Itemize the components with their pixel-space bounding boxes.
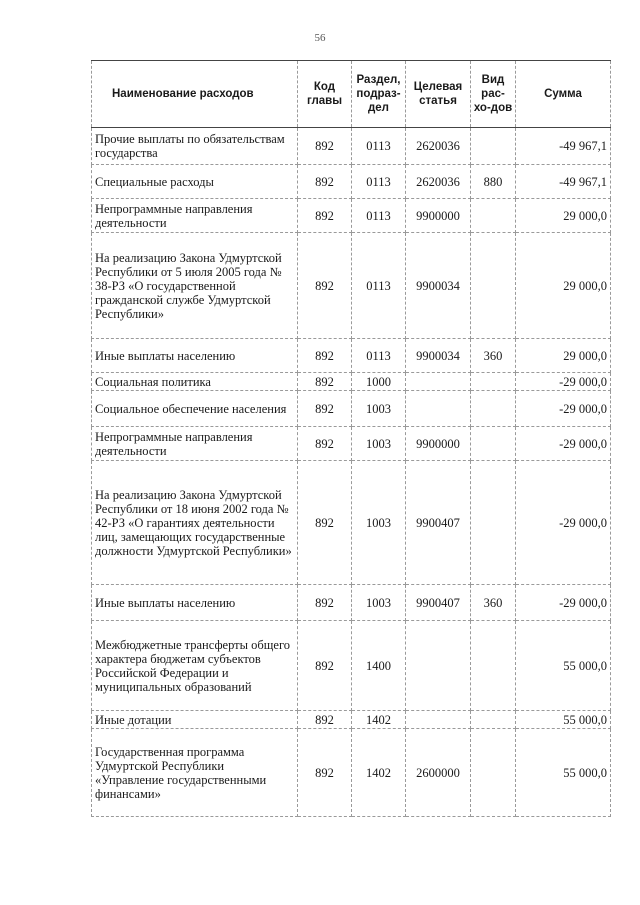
- cell-kind: 360: [471, 339, 516, 373]
- cell-section: 1003: [352, 585, 406, 621]
- cell-sum: 55 000,0: [516, 729, 611, 817]
- cell-code: 892: [298, 729, 352, 817]
- table-row: [92, 391, 611, 427]
- cell-section: 1003: [352, 391, 406, 427]
- table-row: [92, 729, 611, 817]
- cell-name: На реализацию Закона Удмуртской Республики от 18 июня 2002 года № 42-РЗ «О гарантиях деятельности лиц, замещающих государственные должности Удмуртской Республики»: [92, 461, 298, 585]
- cell-target: 9900034: [406, 233, 471, 339]
- cell-kind: [471, 461, 516, 585]
- table-row: [92, 233, 611, 339]
- cell-sum: 55 000,0: [516, 621, 611, 711]
- cell-code: 892: [298, 373, 352, 391]
- cell-code: 892: [298, 585, 352, 621]
- cell-kind: [471, 391, 516, 427]
- header-section: Раздел, подраз-дел: [352, 61, 406, 128]
- cell-target: 9900034: [406, 339, 471, 373]
- cell-kind: [471, 199, 516, 233]
- table-row: [92, 621, 611, 711]
- cell-name: Непрограммные направления деятельности: [92, 199, 298, 233]
- page-number: 56: [314, 32, 326, 44]
- header-amount: Сумма: [516, 61, 611, 128]
- cell-section: 0113: [352, 165, 406, 199]
- cell-target: 2600000: [406, 729, 471, 817]
- table-row: [92, 199, 611, 233]
- cell-sum: 29 000,0: [516, 233, 611, 339]
- cell-section: 0113: [352, 233, 406, 339]
- cell-sum: -49 967,1: [516, 165, 611, 199]
- cell-section: 1000: [352, 373, 406, 391]
- cell-section: 1402: [352, 711, 406, 729]
- cell-kind: [471, 373, 516, 391]
- cell-kind: [471, 427, 516, 461]
- cell-section: 1003: [352, 427, 406, 461]
- cell-kind: [471, 233, 516, 339]
- cell-name: Иные дотации: [92, 711, 298, 729]
- cell-target: 2620036: [406, 128, 471, 165]
- header-target: Целевая статья: [406, 61, 471, 128]
- cell-code: 892: [298, 461, 352, 585]
- cell-section: 1003: [352, 461, 406, 585]
- cell-target: 9900000: [406, 427, 471, 461]
- cell-name: Специальные расходы: [92, 165, 298, 199]
- cell-code: 892: [298, 621, 352, 711]
- cell-sum: 29 000,0: [516, 199, 611, 233]
- cell-code: 892: [298, 711, 352, 729]
- cell-code: 892: [298, 427, 352, 461]
- cell-name: Непрограммные направления деятельности: [92, 427, 298, 461]
- cell-sum: 55 000,0: [516, 711, 611, 729]
- cell-sum: -29 000,0: [516, 427, 611, 461]
- cell-kind: [471, 621, 516, 711]
- cell-name: Социальное обеспечение населения: [92, 391, 298, 427]
- header-expense-type: Вид рас-хо-дов: [471, 61, 516, 128]
- cell-target: 9900407: [406, 461, 471, 585]
- header-chapter-code: Код главы: [298, 61, 352, 128]
- cell-sum: -29 000,0: [516, 391, 611, 427]
- cell-code: 892: [298, 128, 352, 165]
- cell-target: [406, 391, 471, 427]
- cell-sum: 29 000,0: [516, 339, 611, 373]
- cell-sum: -29 000,0: [516, 373, 611, 391]
- cell-kind: [471, 711, 516, 729]
- table-row: [92, 711, 611, 729]
- cell-code: 892: [298, 199, 352, 233]
- header-name: Наименование расходов: [92, 61, 298, 128]
- cell-sum: -49 967,1: [516, 128, 611, 165]
- cell-target: 2620036: [406, 165, 471, 199]
- cell-code: 892: [298, 339, 352, 373]
- cell-sum: -29 000,0: [516, 585, 611, 621]
- cell-target: 9900000: [406, 199, 471, 233]
- cell-name: Прочие выплаты по обязательствам государства: [92, 128, 298, 165]
- cell-kind: [471, 729, 516, 817]
- cell-target: 9900407: [406, 585, 471, 621]
- budget-table: [91, 60, 611, 817]
- cell-name: Иные выплаты населению: [92, 585, 298, 621]
- cell-name: Межбюджетные трансферты общего характера бюджетам субъектов Российской Федерации и муниципальных образований: [92, 621, 298, 711]
- cell-code: 892: [298, 391, 352, 427]
- cell-code: 892: [298, 233, 352, 339]
- table-row: [92, 165, 611, 199]
- table-row: [92, 373, 611, 391]
- cell-target: [406, 373, 471, 391]
- cell-target: [406, 621, 471, 711]
- table-header-row: [92, 61, 611, 128]
- table-row: [92, 427, 611, 461]
- cell-section: 0113: [352, 128, 406, 165]
- cell-code: 892: [298, 165, 352, 199]
- cell-name: На реализацию Закона Удмуртской Республики от 5 июля 2005 года № 38-РЗ «О государственной гражданской службе Удмуртской Республики»: [92, 233, 298, 339]
- table-row: [92, 128, 611, 165]
- table-row: [92, 585, 611, 621]
- cell-name: Социальная политика: [92, 373, 298, 391]
- cell-name: Иные выплаты населению: [92, 339, 298, 373]
- cell-kind: [471, 128, 516, 165]
- table-row: [92, 339, 611, 373]
- cell-kind: 360: [471, 585, 516, 621]
- cell-name: Государственная программа Удмуртской Республики «Управление государственными финансами»: [92, 729, 298, 817]
- table-row: [92, 461, 611, 585]
- cell-target: [406, 711, 471, 729]
- cell-section: 0113: [352, 199, 406, 233]
- cell-kind: 880: [471, 165, 516, 199]
- cell-section: 0113: [352, 339, 406, 373]
- cell-section: 1402: [352, 729, 406, 817]
- cell-sum: -29 000,0: [516, 461, 611, 585]
- cell-section: 1400: [352, 621, 406, 711]
